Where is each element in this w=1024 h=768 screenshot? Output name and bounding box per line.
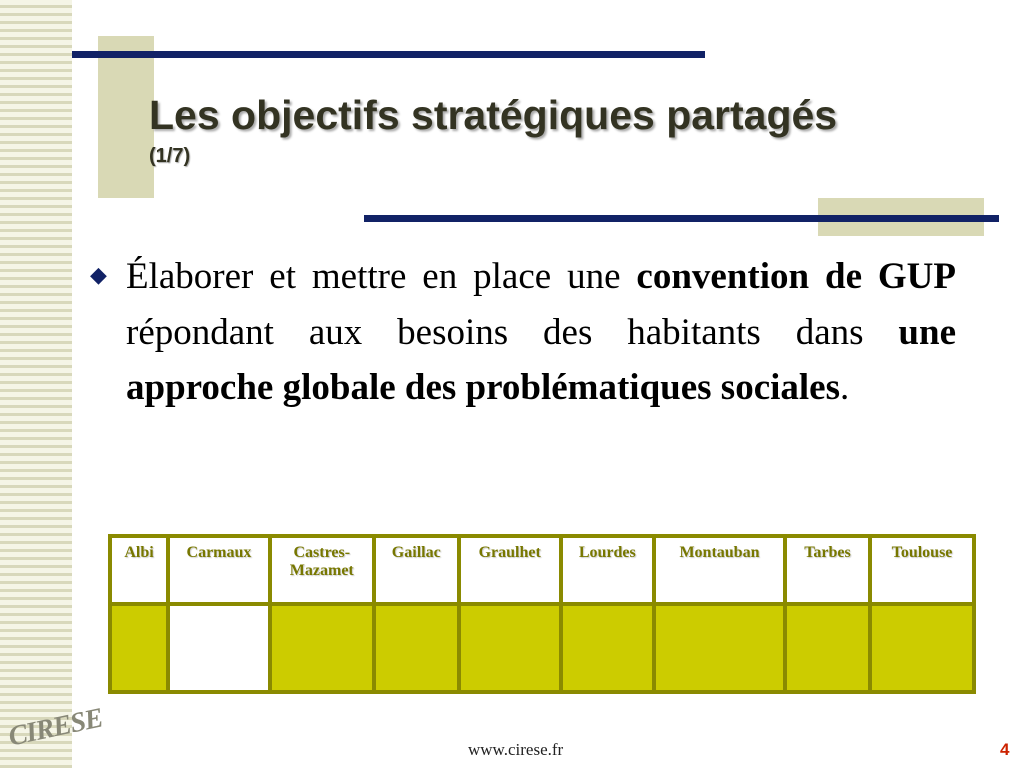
city-header: Tarbes (787, 538, 868, 602)
cirese-logo: CIRESE (5, 702, 106, 753)
city-header: Montauban (656, 538, 783, 602)
body-bold-2: une approche globale des problématiques sociales (126, 311, 956, 408)
table-cell (563, 606, 652, 690)
table-cell (461, 606, 559, 690)
table-cell (376, 606, 457, 690)
body-bold-1: convention de GUP (636, 256, 956, 297)
table-header-row (112, 538, 972, 602)
left-stripe-band (0, 0, 72, 768)
body-text-2: répondant aux besoins des habitants dans (126, 311, 899, 353)
table-cell (170, 606, 268, 690)
table-cell (787, 606, 868, 690)
table-cell (272, 606, 372, 690)
bullet-text (126, 249, 956, 416)
city-header: Albi (112, 538, 166, 602)
city-header: Castres-Mazamet (272, 538, 372, 602)
table-row (112, 606, 972, 690)
city-header: Carmaux (170, 538, 268, 602)
page-number: 4 (1000, 740, 1010, 759)
bottom-rule (364, 215, 999, 222)
cities-table (108, 534, 976, 694)
table-cell (872, 606, 972, 690)
city-header: Graulhet (461, 538, 559, 602)
slide-subtitle: (1/7) (149, 145, 191, 167)
table-cell (656, 606, 783, 690)
city-header: Toulouse (872, 538, 972, 602)
diamond-bullet-icon: ◆ (90, 262, 107, 287)
title-accent-block (98, 36, 154, 198)
slide-title: Les objectifs stratégiques partagés (149, 92, 838, 138)
city-header: Lourdes (563, 538, 652, 602)
table-cell (112, 606, 166, 690)
body-text-3: . (840, 367, 850, 408)
body-text-1: Élaborer et mettre en place une (126, 256, 637, 297)
footer-url: www.cirese.fr (468, 740, 564, 759)
city-header: Gaillac (376, 538, 457, 602)
top-rule (72, 51, 705, 58)
